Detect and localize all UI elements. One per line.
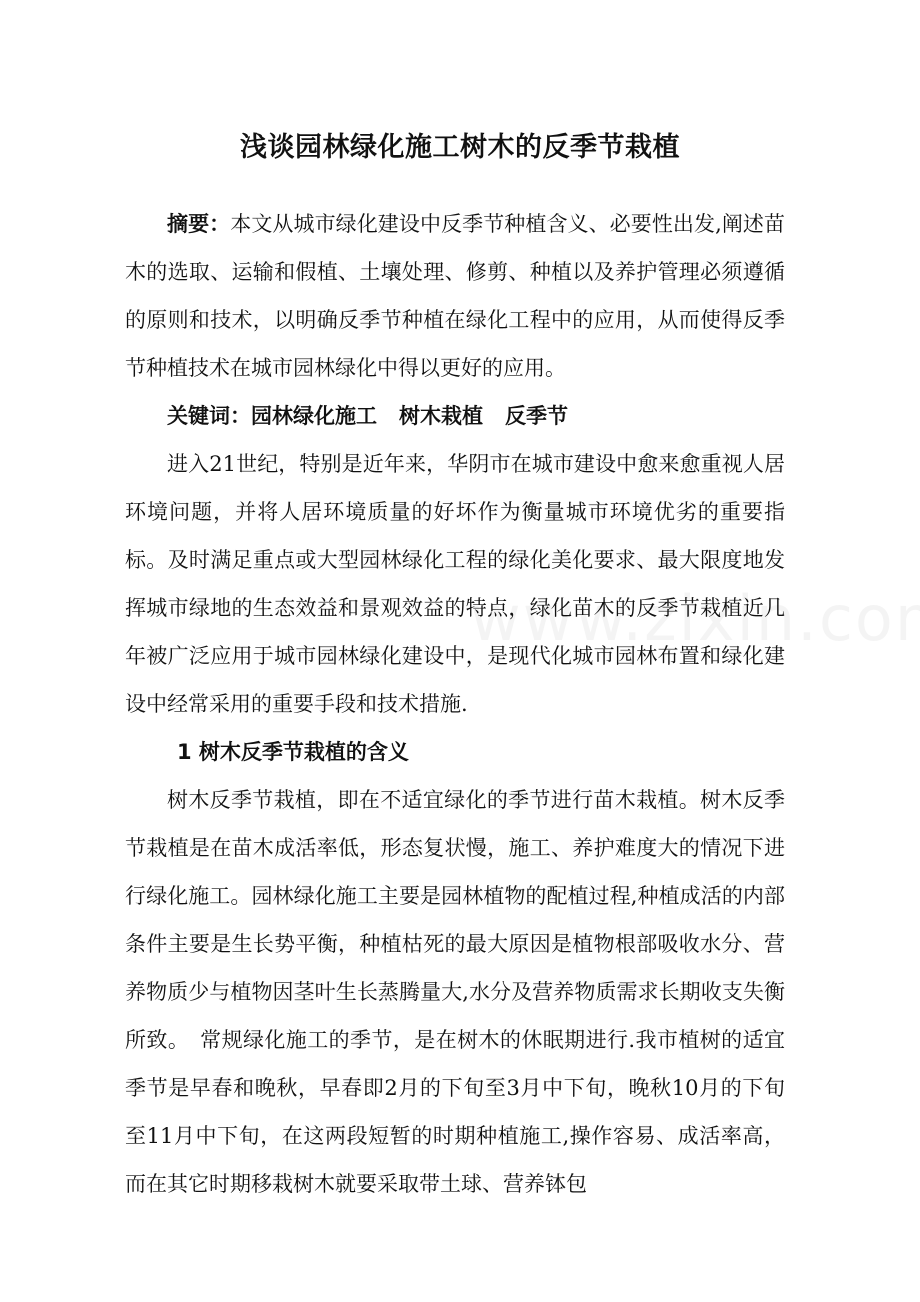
intro-paragraph: 进入21世纪，特别是近年来，华阴市在城市建设中愈来愈重视人居环境问题，并将人居环境质量的好坏作为衡量城市环境优劣的重要指标。及时满足重点或大型园林绿化工程的绿化美化要求、最大限度地发挥城市绿地的生态效益和景观效益的特点，绿化苗木的反季节栽植近几年被广泛应用于城市园林绿化建设中，是现代化城市园林布置和绿化建设中经常采用的重要手段和技术措施. bbox=[125, 452, 785, 716]
abstract-text: 本文从城市绿化建设中反季节种植含义、必要性出发,阐述苗木的选取、运输和假植、土壤处理、修剪、种植以及养护管理必须遵循的原则和技术，以明确反季节种植在绿化工程中的应用，从而使得反季节种植技术在城市园林绿化中得以更好的应用。 bbox=[125, 212, 785, 380]
keywords-label: 关键词： bbox=[167, 404, 251, 428]
section-1-paragraph: 树木反季节栽植，即在不适宜绿化的季节进行苗木栽植。树木反季节栽植是在苗木成活率低，形态复状慢，施工、养护难度大的情况下进行绿化施工。园林绿化施工主要是园林植物的配植过程,种植成活的内部条件主要是生长势平衡，种植枯死的最大原因是植物根部吸收水分、营养物质少与植物因茎叶生长蒸腾量大,水分及营养物质需求长期收支失衡所致。 常规绿化施工的季节，是在树木的休眠期进行.我市植树的适宜季节是早春和晚秋，早春即2月的下旬至3月中下旬，晚秋10月的下旬至11月中下旬，在这两段短暂的时期种植施工,操作容易、成活率高，而在其它时期移栽树木就要采取带土球、营养钵包 bbox=[125, 788, 785, 1196]
document-body bbox=[125, 200, 785, 1208]
keywords-line bbox=[125, 392, 785, 440]
keyword-2: 树木栽植 bbox=[399, 404, 483, 428]
keyword-1: 园林绿化施工 bbox=[251, 404, 377, 428]
keyword-3: 反季节 bbox=[505, 404, 568, 428]
document-title: 浅谈园林绿化施工树木的反季节栽植 bbox=[240, 132, 680, 163]
abstract-paragraph bbox=[125, 200, 785, 392]
abstract-label: 摘要： bbox=[167, 212, 231, 236]
watermark-text bbox=[470, 582, 920, 655]
section-1-heading: 1 树木反季节栽植的含义 bbox=[177, 740, 409, 764]
